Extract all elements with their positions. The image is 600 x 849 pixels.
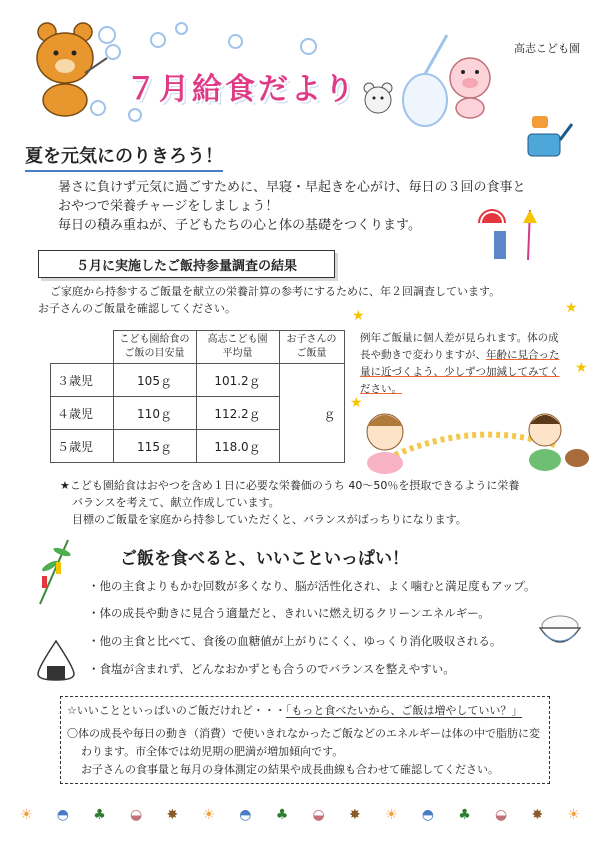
bubble-icon xyxy=(98,26,116,44)
hat-icon: ◓ xyxy=(56,807,70,823)
child-amount-cell[interactable]: ｇ xyxy=(279,364,344,463)
guide-cell: 115ｇ xyxy=(113,430,196,463)
sun-icon: ☀ xyxy=(384,807,398,823)
tree-icon: ♣ xyxy=(275,807,289,823)
average-cell: 118.0ｇ xyxy=(196,430,279,463)
header-average-amount xyxy=(196,331,279,364)
note-text: 例年ご飯量に個人差が見られます。体の成長や動きで変わりますが、 xyxy=(360,332,559,361)
header-line: 平均量 xyxy=(222,348,253,359)
intro-line: 暑さに負けず元気に過ごすために、早寝・早起きを心がけ、毎日の３回の食事と xyxy=(58,180,526,195)
footnote-line: ★こども園給食はおやつを含め１日に必要な栄養価のうち 40～50％を摂取できるように栄養 xyxy=(60,479,520,492)
pig-illustration xyxy=(440,50,500,120)
sun-icon: ☀ xyxy=(20,807,33,823)
notice-body xyxy=(67,725,547,779)
header-line: お子さんの xyxy=(286,334,337,345)
table-corner-cell xyxy=(51,331,114,364)
survey-description xyxy=(38,283,558,317)
bubble-icon xyxy=(128,108,142,122)
nursery-name: 高志こども園 xyxy=(514,42,580,55)
star-icon: ★ xyxy=(575,360,588,376)
newsletter-title-frame xyxy=(118,58,376,108)
average-cell: 112.2ｇ xyxy=(196,397,279,430)
footnote-line: 目標のご飯量を家庭から持参していただくと、バランスがばっちりになります。 xyxy=(72,513,467,526)
tree-icon: ♣ xyxy=(458,807,471,823)
rice-bowl-illustration xyxy=(536,610,584,654)
header-line: ご飯量 xyxy=(296,348,327,359)
age-cell: ３歳児 xyxy=(51,364,114,397)
survey-title: ５月に実施したご飯持参量調査の結果 xyxy=(38,250,335,278)
beetle-icon: ✸ xyxy=(166,807,179,823)
bubble-icon xyxy=(150,32,166,48)
average-cell: 101.2ｇ xyxy=(196,364,279,397)
footnote-line: バランスを考えて、献立作成しています。 xyxy=(72,496,280,509)
newsletter-title: ７月給食だより xyxy=(126,72,357,107)
hat-icon: ◓ xyxy=(239,807,252,823)
tanabata-decoration-illustration xyxy=(470,205,550,265)
section-heading-summer: 夏を元気にのりきろう！ xyxy=(25,142,223,172)
star-icon: ★ xyxy=(350,395,363,411)
small-bear-illustration xyxy=(360,80,396,116)
header-guide-amount xyxy=(113,331,196,364)
tree-icon: ♣ xyxy=(93,807,106,823)
hat-icon: ◓ xyxy=(421,807,434,823)
notice-lead xyxy=(67,702,522,718)
guide-cell: 105ｇ xyxy=(113,364,196,397)
survey-footnote xyxy=(60,477,560,528)
header-line: 高志こども園 xyxy=(207,334,268,345)
table-row xyxy=(51,364,345,397)
bottom-decoration-border xyxy=(20,795,580,835)
intro-line: おやつで栄養チャージをしましょう！ xyxy=(58,199,279,214)
shell-icon: ◒ xyxy=(312,807,325,823)
watering-can-illustration xyxy=(520,112,575,162)
beetle-icon: ✸ xyxy=(531,807,544,823)
header-line: ご飯の目安量 xyxy=(124,348,185,359)
intro-line: 毎日の積み重ねが、子どもたちの心と体の基礎をつくります。 xyxy=(58,218,421,233)
overeating-notice-box xyxy=(60,696,550,784)
star-icon: ★ xyxy=(565,300,578,316)
notice-lead-text: ☆いいことといっぱいのご飯だけれど・・・ xyxy=(67,704,286,717)
benefit-item: ・他の主食と比べて、食後の血糖値が上がりにくく、ゆっくり消化吸収される。 xyxy=(88,634,502,648)
bamboo-decoration-illustration xyxy=(30,536,80,606)
rice-amount-note xyxy=(360,330,562,398)
bubble-icon xyxy=(300,38,317,55)
table-header-row xyxy=(51,331,345,364)
shell-icon: ◒ xyxy=(494,807,508,823)
note-underlined-text: 年齢に見合った量に近づくよう、少しずつ加減してみてください。 xyxy=(360,349,560,395)
benefit-item: ・食塩が含まれず、どんなおかずとも合うのでバランスを整えやすい。 xyxy=(88,662,455,676)
notice-quote: 「もっと食べたいから、ご飯は増やしていい？」 xyxy=(285,704,523,717)
sun-icon: ☀ xyxy=(567,807,580,823)
notice-line: お子さんの食事量と毎月の身体測定の結果や成長曲線も合わせて確認してください。 xyxy=(81,763,499,776)
notice-line: わります。市全体では幼児期の肥満が増加傾向です。 xyxy=(81,745,344,758)
header-line: こども園給食の xyxy=(119,334,190,345)
survey-description-line: ご家庭から持参するご飯量を献立の栄養計算の参考にするために、年２回調査しています。 xyxy=(50,285,501,298)
bubble-icon xyxy=(175,22,188,35)
orihime-hikoboshi-illustration xyxy=(355,400,590,475)
age-cell: ４歳児 xyxy=(51,397,114,430)
benefit-item: ・体の成長や動きに見合う適量だと、きれいに燃え切るクリーンエネルギー。 xyxy=(88,606,490,620)
survey-description-line: お子さんのご飯量を確認してください。 xyxy=(38,302,236,315)
sun-icon: ☀ xyxy=(202,807,216,823)
header-child-amount xyxy=(279,331,344,364)
section-heading-rice: ご飯を食べると、いいこといっぱい！ xyxy=(120,549,409,569)
bubble-icon xyxy=(228,34,243,49)
onigiri-illustration xyxy=(34,638,78,682)
shell-icon: ◒ xyxy=(130,807,143,823)
age-cell: ５歳児 xyxy=(51,430,114,463)
benefit-item: ・他の主食よりもかむ回数が多くなり、脳が活性化され、よく噛むと満足度もアップ。 xyxy=(88,579,536,593)
star-icon: ★ xyxy=(352,308,365,324)
bubble-icon xyxy=(90,100,106,116)
notice-line: 〇体の成長や毎日の動き（消費）で使いきれなかったご飯などのエネルギーは体の中で脂肪に変 xyxy=(67,727,540,740)
beetle-icon: ✸ xyxy=(348,807,361,823)
guide-cell: 110ｇ xyxy=(113,397,196,430)
rice-amount-table xyxy=(50,330,345,463)
